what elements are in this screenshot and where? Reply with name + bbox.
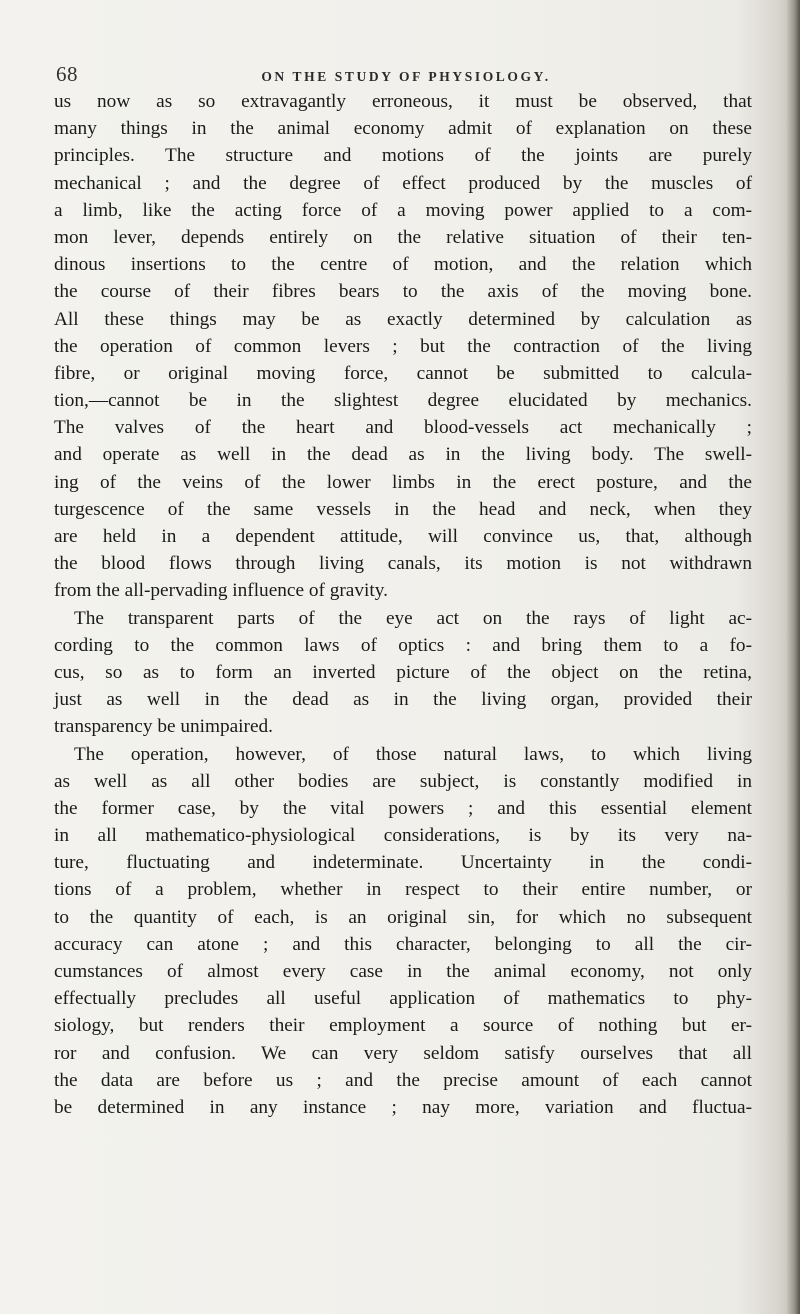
text-line: the former case, by the vital powers ; and this essential element (54, 797, 752, 819)
text-line: ing of the veins of the lower limbs in the erect posture, and the (54, 471, 752, 493)
text-line: The operation, however, of those natural laws, to which living (74, 743, 752, 765)
text-line: All these things may be as exactly determined by calculation as (54, 308, 752, 330)
text-line: tion,—cannot be in the slightest degree elucidated by mechanics. (54, 390, 752, 412)
text-line: cumstances of almost every case in the animal economy, not only (54, 961, 752, 982)
page-number: 68 (56, 62, 78, 86)
running-head-title: ON THE STUDY OF PHYSIOLOGY. (261, 69, 551, 84)
text-line: principles. The structure and motions of the joints are purely (54, 145, 752, 167)
text-line: the operation of common levers ; but the contraction of the living (54, 335, 752, 357)
text-line: many things in the animal economy admit of explanation on these (54, 118, 752, 140)
text-line: are held in a dependent attitude, will convince us, that, although (54, 526, 752, 547)
text-line: the course of their fibres bears to the axis of the moving bone. (54, 281, 752, 303)
text-line: dinous insertions to the centre of motion, and the relation which (54, 254, 752, 276)
text-line: us now as so extravagantly erroneous, it must be observed, that (54, 91, 752, 112)
text-line: a limb, like the acting force of a moving power applied to a com- (54, 199, 752, 221)
text-line: fibre, or original moving force, cannot be submitted to calcula- (54, 362, 752, 384)
text-line: accuracy can atone ; and this character, belonging to all the cir- (54, 933, 752, 955)
text-line: the data are before us ; and the precise amount of each cannot (54, 1069, 752, 1091)
text-line: effectually precludes all useful application of mathematics to phy- (54, 988, 752, 1010)
text-line: The transparent parts of the eye act on the rays of light ac- (74, 607, 752, 629)
binding-shadow (786, 0, 800, 1314)
text-line: ror and confusion. We can very seldom satisfy ourselves that all (54, 1042, 752, 1064)
text-line: the blood flows through living canals, its motion is not withdrawn (54, 553, 752, 575)
text-line: be determined in any instance ; nay more, variation and fluctua- (54, 1096, 752, 1118)
text-line: siology, but renders their employment a source of nothing but er- (54, 1015, 752, 1037)
text-line: mon lever, depends entirely on the relative situation of their ten- (54, 226, 752, 248)
text-line: transparency be unimpaired. (54, 716, 273, 738)
text-line: as well as all other bodies are subject, is constantly modified in (54, 770, 752, 792)
text-line: turgescence of the same vessels in the head and neck, when they (54, 498, 752, 520)
text-line: mechanical ; and the degree of effect produced by the muscles of (54, 172, 752, 194)
text-line: from the all-pervading influence of gravity. (54, 580, 388, 602)
text-line: cording to the common laws of optics : and bring them to a fo- (54, 634, 752, 656)
body-text (54, 88, 752, 1121)
text-line: The valves of the heart and blood-vessels act mechanically ; (54, 417, 752, 439)
text-line: just as well in the dead as in the living organ, provided their (54, 689, 752, 711)
text-line: ture, fluctuating and indeterminate. Uncertainty in the condi- (54, 852, 752, 874)
text-line: and operate as well in the dead as in the living body. The swell- (54, 444, 752, 466)
text-line: to the quantity of each, is an original sin, for which no subsequent (54, 906, 752, 928)
text-line: tions of a problem, whether in respect to their entire number, or (54, 879, 752, 901)
text-line: cus, so as to form an inverted picture of the object on the retina, (54, 661, 752, 683)
text-line: in all mathematico-physiological considerations, is by its very na- (54, 825, 752, 847)
